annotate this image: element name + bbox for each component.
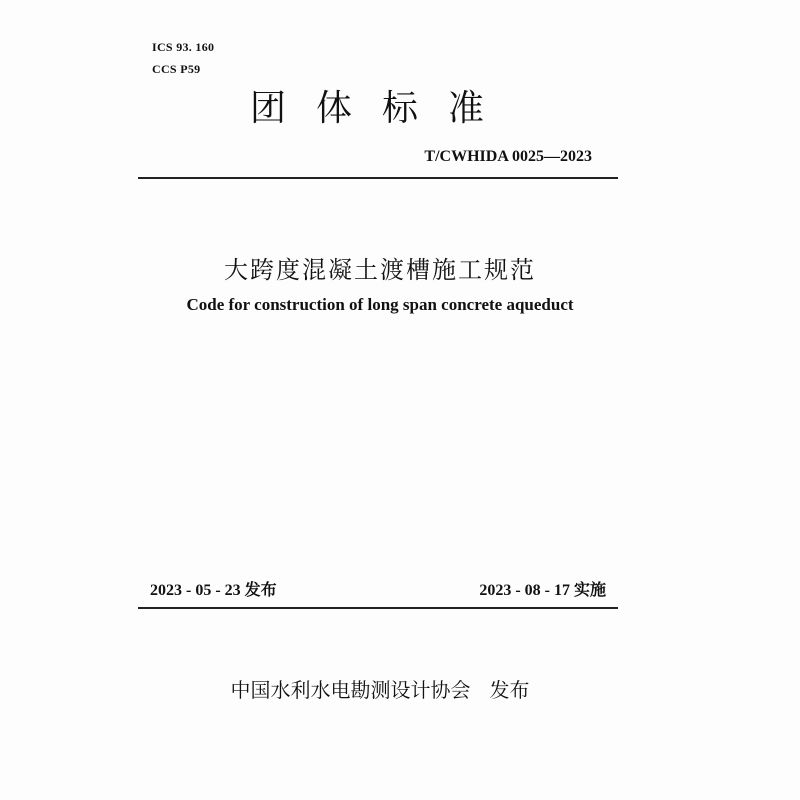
english-title: Code for construction of long span concrete aqueduct: [186, 295, 574, 314]
top-divider: [138, 177, 618, 179]
standard-number: T/CWHIDA 0025—2023: [424, 148, 592, 165]
bottom-divider: [138, 607, 618, 609]
implementation-date: 2023 - 08 - 17 实施: [479, 582, 606, 599]
ccs-code: CCS P59: [152, 62, 201, 76]
chinese-title: 大跨度混凝土渡槽施工规范: [224, 256, 536, 284]
issue-date: 2023 - 05 - 23 发布: [150, 582, 277, 599]
ics-code: ICS 93. 160: [152, 40, 215, 54]
standard-type-heading: 团体标准: [250, 88, 515, 129]
publisher: 中国水利水电勘测设计协会 发布: [230, 678, 530, 702]
